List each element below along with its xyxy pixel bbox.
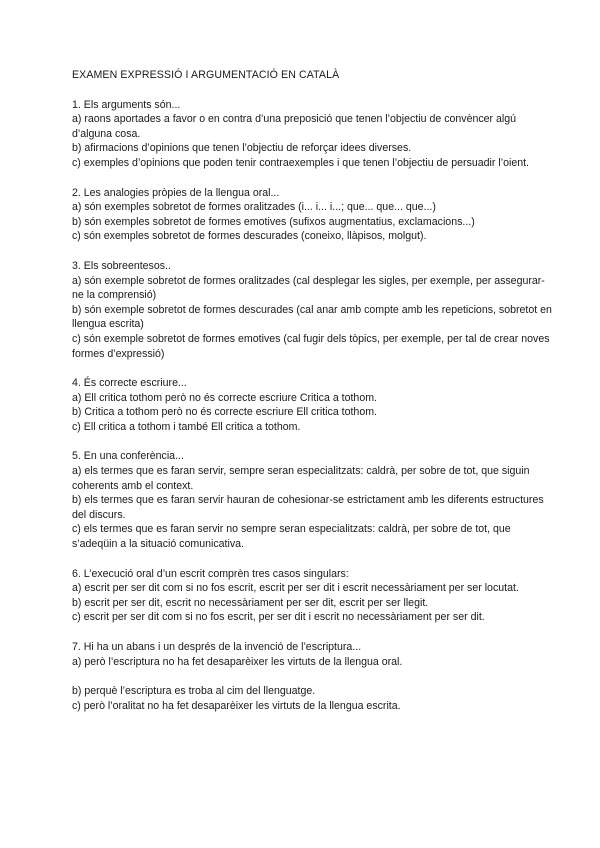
question-prompt: 5. En una conferència... [72,450,184,463]
question-7 [72,640,552,713]
answer-option-a: a) són exemples sobretot de formes oralitzades (i... i... i...; que... que... que...) [72,201,436,214]
spacer [72,669,552,684]
answer-option-c: c) els termes que es faran servir no sempre seran especialitzats: caldrà, per sobre de tot, que s’adeqüin a la situació comunicativa. [72,523,511,551]
question-prompt: 2. Les analogies pròpies de la llengua oral... [72,186,280,199]
answer-option-c: c) exemples d’opinions que poden tenir contraexemples i que tenen l’objectiu de persuadir l’oient. [72,156,529,169]
answer-option-a: a) són exemple sobretot de formes oralitzades (cal desplegar les sigles, per exemple, per assegurar-ne la comprensió) [72,274,545,302]
answer-option-c: c) Ell critica a tothom i també Ell critica a tothom. [72,420,301,433]
answer-option-b: b) afirmacions d’opinions que tenen l’objectiu de reforçar idees diverses. [72,142,412,155]
question-3 [72,259,552,361]
question-prompt: 7. Hi ha un abans i un després de la invenció de l’escriptura... [72,641,362,653]
answer-option-c: c) escrit per ser dit com si no fos escrit, per ser dit i escrit no necessàriament per ser dit. [72,611,485,624]
answer-option-c: c) són exemple sobretot de formes emotives (cal fugir dels tòpics, per exemple, per tal de crear noves formes d’expressió) [72,332,550,360]
answer-option-b: b) són exemple sobretot de formes descurades (cal anar amb compte amb les repeticions, sobretot en llengua escrita) [72,303,552,331]
question-1 [72,98,552,171]
answer-option-b: b) escrit per ser dit, escrit no necessàriament per ser dit, escrit per ser llegit. [72,596,429,609]
answer-option-a: a) Ell critica tothom però no és correcte escriure Critica a tothom. [72,391,377,404]
question-prompt: 1. Els arguments són... [72,98,181,111]
question-2 [72,186,552,244]
answer-option-b: b) Critica a tothom però no és correcte escriure Ell critica tothom. [72,406,377,419]
answer-option-b: b) perquè l’escriptura es troba al cim del llenguatge. [72,685,316,698]
exam-title: EXAMEN EXPRESSIÓ I ARGUMENTACIÓ EN CATALÀ [72,69,340,81]
answer-option-a: a) els termes que es faran servir, sempre seran especialitzats: caldrà, per sobre de tot, que siguin coherents amb el context. [72,465,530,492]
answer-option-b: b) són exemples sobretot de formes emotives (sufixos augmentatius, exclamacions...) [72,215,475,228]
answer-option-a: a) raons aportades a favor o en contra d’una preposició que tenen l’objectiu de convèncer algú d’alguna cosa. [72,113,517,140]
question-4 [72,376,552,434]
answer-option-c: c) són exemples sobretot de formes descurades (coneixo, llàpisos, molgut). [72,230,427,243]
answer-option-c: c) però l’oralitat no ha fet desaparèixer les virtuts de la llengua escrita. [72,699,401,712]
question-prompt: 6. L’execució oral d’un escrit comprèn tres casos singulars: [72,567,349,580]
exam-document [72,68,552,728]
answer-option-a: a) escrit per ser dit com si no fos escrit, escrit per ser dit i escrit necessàriament per ser locutat. [72,582,519,595]
question-prompt: 3. Els sobreentesos.. [72,259,171,272]
question-prompt: 4. És correcte escriure... [72,377,187,390]
answer-option-a: a) però l’escriptura no ha fet desaparèixer les virtuts de la llengua oral. [72,655,403,668]
question-6 [72,567,552,625]
answer-option-b: b) els termes que es faran servir hauran de cohesionar-se estrictament amb les diferents estructures del discurs. [72,494,544,521]
question-5 [72,449,552,551]
